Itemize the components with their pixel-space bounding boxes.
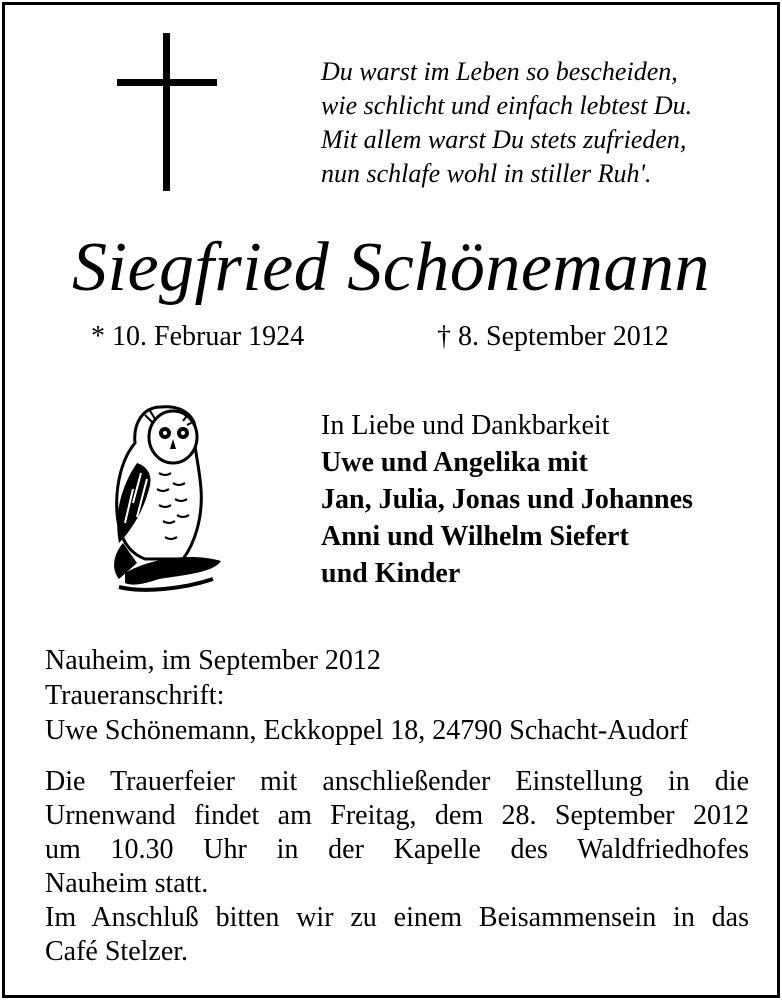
poem-line: nun schlafe wohl in stiller Ruh'. [321,159,652,188]
ceremony-line: Urnenwand findet am Freitag, dem 28. September 2012 [45,800,749,831]
family-intro: In Liebe und Dankbarkeit [321,410,610,441]
mourning-address: Uwe Schönemann, Eckkoppel 18, 24790 Schacht-Audorf [45,715,689,746]
cross-icon [117,33,219,193]
death-date: † 8. September 2012 [437,321,669,352]
ceremony-line: Die Trauerfeier mit anschließender Einstellung in die [45,766,749,797]
ceremony-line: um 10.30 Uhr in der Kapelle des Waldfriedhofes [45,834,749,865]
family-section [321,407,771,592]
info-section [45,643,749,748]
family-line: Anni und Wilhelm Siefert [321,521,629,552]
poem [321,55,761,191]
family-line: Jan, Julia, Jonas und Johannes [321,484,693,515]
birth-date: * 10. Februar 1924 [91,321,305,352]
poem-line: Du warst im Leben so bescheiden, [321,57,678,86]
gathering-line: Café Stelzer. [45,936,189,967]
deceased-name: Siegfried Schönemann [72,229,710,306]
ceremony-line: Nauheim statt. [45,868,209,899]
gathering-line: Im Anschluß bitten wir zu einem Beisammensein in das [45,902,749,933]
family-line: Uwe und Angelika mit [321,447,588,478]
address-label: Traueranschrift: [45,680,225,711]
place-date: Nauheim, im September 2012 [45,645,381,676]
obituary-notice [2,2,780,998]
ceremony-text [45,765,749,969]
owl-illustration [63,393,269,599]
family-line: und Kinder [321,558,461,589]
poem-line: wie schlicht und einfach lebtest Du. [321,91,693,120]
poem-line: Mit allem warst Du stets zufrieden, [321,125,687,154]
